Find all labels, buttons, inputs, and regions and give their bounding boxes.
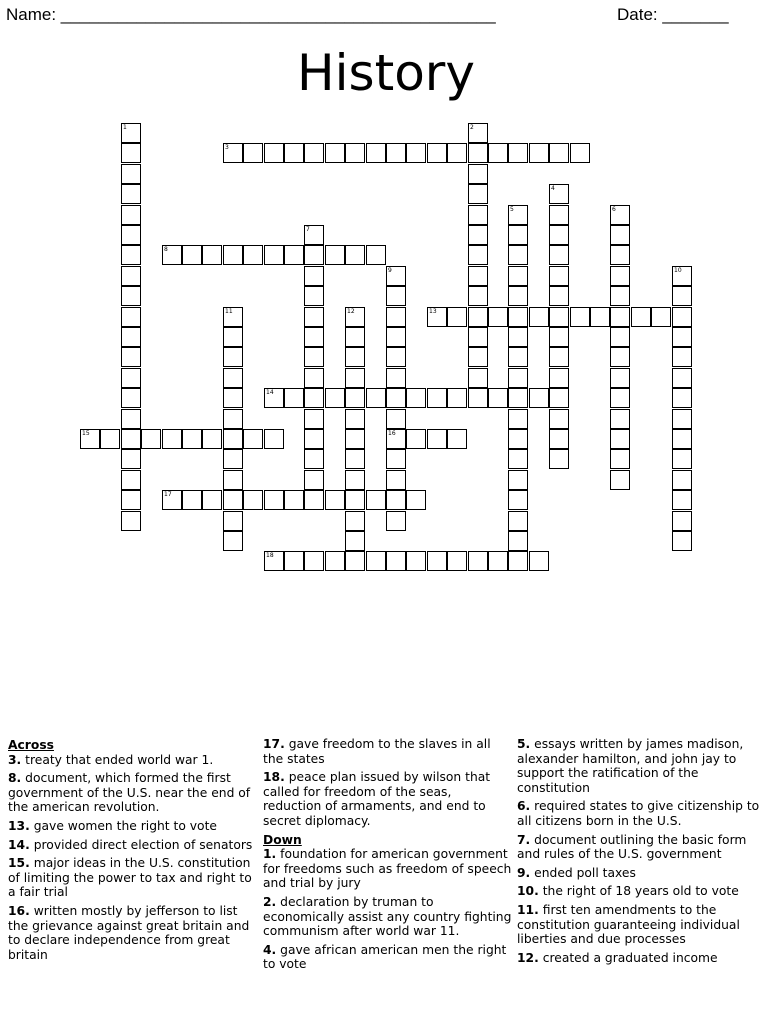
grid-cell[interactable]: [549, 388, 569, 408]
grid-cell[interactable]: [121, 449, 141, 469]
grid-cell[interactable]: [304, 429, 324, 449]
grid-cell[interactable]: [508, 511, 528, 531]
grid-cell[interactable]: [672, 286, 692, 306]
grid-cell[interactable]: [427, 388, 447, 408]
grid-cell[interactable]: [427, 143, 447, 163]
grid-cell[interactable]: [549, 409, 569, 429]
grid-cell[interactable]: [223, 531, 243, 551]
grid-cell[interactable]: [121, 205, 141, 225]
grid-cell[interactable]: [386, 143, 406, 163]
grid-cell[interactable]: [345, 245, 365, 265]
grid-cell[interactable]: [549, 307, 569, 327]
grid-cell[interactable]: [121, 225, 141, 245]
grid-cell[interactable]: [468, 245, 488, 265]
grid-cell[interactable]: [672, 266, 692, 286]
grid-cell[interactable]: [366, 490, 386, 510]
grid-cell[interactable]: [508, 388, 528, 408]
grid-cell[interactable]: [162, 429, 182, 449]
grid-cell[interactable]: [631, 307, 651, 327]
grid-cell[interactable]: [549, 368, 569, 388]
grid-cell[interactable]: [610, 245, 630, 265]
grid-cell[interactable]: [610, 470, 630, 490]
grid-cell[interactable]: [223, 245, 243, 265]
grid-cell[interactable]: [366, 551, 386, 571]
clue-number: 9: [388, 267, 392, 274]
grid-cell[interactable]: [549, 225, 569, 245]
grid-cell[interactable]: [468, 347, 488, 367]
clue-number: 4: [551, 185, 555, 192]
clue-number: 16: [388, 430, 396, 437]
grid-cell[interactable]: [386, 368, 406, 388]
clue-column-3: [517, 737, 769, 969]
grid-cell[interactable]: [366, 143, 386, 163]
grid-cell[interactable]: [141, 429, 161, 449]
clue-down-2: 2. declaration by truman to economically assist any country fighting communism after world war 11.: [263, 894, 512, 939]
clue-column-1: [8, 737, 260, 966]
grid-cell[interactable]: [264, 388, 284, 408]
grid-cell[interactable]: [610, 388, 630, 408]
grid-cell[interactable]: [304, 266, 324, 286]
grid-cell[interactable]: [386, 490, 406, 510]
grid-cell[interactable]: [202, 429, 222, 449]
page-title: History: [297, 44, 475, 102]
grid-cell[interactable]: [304, 449, 324, 469]
grid-cell[interactable]: [508, 327, 528, 347]
grid-cell[interactable]: [549, 245, 569, 265]
clue-across-14: 14. provided direct election of senators: [8, 837, 253, 852]
clue-down-12: 12. created a graduated income: [517, 950, 718, 965]
grid-cell[interactable]: [549, 327, 569, 347]
grid-cell[interactable]: [468, 143, 488, 163]
grid-cell[interactable]: [672, 368, 692, 388]
grid-cell[interactable]: [468, 266, 488, 286]
grid-cell[interactable]: [549, 184, 569, 204]
date-field-label: Date: _______: [617, 5, 729, 24]
grid-cell[interactable]: [264, 429, 284, 449]
grid-cell[interactable]: [386, 327, 406, 347]
grid-cell[interactable]: [121, 266, 141, 286]
grid-cell[interactable]: [508, 429, 528, 449]
grid-cell[interactable]: [386, 409, 406, 429]
grid-cell[interactable]: [304, 409, 324, 429]
grid-cell[interactable]: [386, 551, 406, 571]
grid-cell[interactable]: [508, 470, 528, 490]
grid-cell[interactable]: [672, 388, 692, 408]
grid-cell[interactable]: [345, 409, 365, 429]
grid-cell[interactable]: [223, 409, 243, 429]
grid-cell[interactable]: [468, 327, 488, 347]
grid-cell[interactable]: [243, 143, 263, 163]
grid-cell[interactable]: [304, 490, 324, 510]
grid-cell[interactable]: [304, 307, 324, 327]
grid-cell[interactable]: [304, 245, 324, 265]
grid-cell[interactable]: [427, 551, 447, 571]
clue-down-1: 1. foundation for american government for freedoms such as freedom of speech and trial by jury: [263, 847, 512, 891]
grid-cell[interactable]: [672, 511, 692, 531]
grid-cell[interactable]: [182, 490, 202, 510]
grid-cell[interactable]: [345, 490, 365, 510]
grid-cell[interactable]: [610, 368, 630, 388]
grid-cell[interactable]: [672, 470, 692, 490]
grid-cell[interactable]: [672, 429, 692, 449]
grid-cell[interactable]: [345, 307, 365, 327]
grid-cell[interactable]: [243, 429, 263, 449]
clue-number: 15: [82, 430, 90, 437]
grid-cell[interactable]: [570, 307, 590, 327]
grid-cell[interactable]: [610, 266, 630, 286]
grid-cell[interactable]: [488, 307, 508, 327]
grid-cell[interactable]: [508, 205, 528, 225]
grid-cell[interactable]: [304, 368, 324, 388]
grid-cell[interactable]: [223, 307, 243, 327]
grid-cell[interactable]: [610, 409, 630, 429]
grid-cell[interactable]: [223, 368, 243, 388]
clue-across-15: 15. major ideas in the U.S. constitution of limiting the power to tax and right to a fair trial: [8, 856, 252, 900]
grid-cell[interactable]: [223, 449, 243, 469]
grid-cell[interactable]: [304, 143, 324, 163]
grid-cell[interactable]: [468, 551, 488, 571]
grid-cell[interactable]: [386, 347, 406, 367]
grid-cell[interactable]: [488, 388, 508, 408]
grid-cell[interactable]: [284, 490, 304, 510]
down-heading: Down: [263, 832, 302, 847]
grid-cell[interactable]: [386, 307, 406, 327]
grid-cell[interactable]: [284, 143, 304, 163]
grid-cell[interactable]: [304, 225, 324, 245]
grid-cell[interactable]: [468, 307, 488, 327]
grid-cell[interactable]: [284, 551, 304, 571]
grid-cell[interactable]: [121, 368, 141, 388]
grid-cell[interactable]: [121, 511, 141, 531]
across-heading: Across: [8, 738, 54, 752]
grid-cell[interactable]: [304, 388, 324, 408]
grid-cell[interactable]: [610, 307, 630, 327]
grid-cell[interactable]: [325, 143, 345, 163]
clue-down-10: 10. the right of 18 years old to vote: [517, 884, 739, 899]
grid-cell[interactable]: [610, 327, 630, 347]
clue-down-9: 9. ended poll taxes: [517, 865, 636, 880]
grid-cell[interactable]: [345, 470, 365, 490]
grid-cell[interactable]: [223, 327, 243, 347]
grid-cell[interactable]: [284, 388, 304, 408]
grid-cell[interactable]: [121, 164, 141, 184]
clue-down-11: 11. first ten amendments to the constitution guaranteeing individual liberties and due processes: [517, 902, 740, 947]
grid-cell[interactable]: [508, 266, 528, 286]
grid-cell[interactable]: [386, 388, 406, 408]
grid-cell[interactable]: [121, 123, 141, 143]
grid-cell[interactable]: [325, 245, 345, 265]
grid-cell[interactable]: [182, 245, 202, 265]
grid-cell[interactable]: [447, 143, 467, 163]
clue-number: 11: [225, 308, 233, 315]
grid-cell[interactable]: [264, 490, 284, 510]
clue-down-4: 4. gave african american men the right to vote: [263, 942, 507, 972]
grid-cell[interactable]: [610, 449, 630, 469]
grid-cell[interactable]: [121, 490, 141, 510]
grid-cell[interactable]: [366, 388, 386, 408]
grid-cell[interactable]: [121, 184, 141, 204]
grid-cell[interactable]: [345, 143, 365, 163]
grid-cell[interactable]: [223, 143, 243, 163]
clue-number: 8: [164, 246, 168, 253]
clue-number: 7: [306, 226, 310, 233]
clue-number: 3: [225, 144, 229, 151]
grid-cell[interactable]: [223, 470, 243, 490]
grid-cell[interactable]: [427, 429, 447, 449]
grid-cell[interactable]: [406, 490, 426, 510]
grid-cell[interactable]: [345, 511, 365, 531]
grid-cell[interactable]: [488, 551, 508, 571]
grid-cell[interactable]: [447, 307, 467, 327]
grid-cell[interactable]: [243, 245, 263, 265]
grid-cell[interactable]: [284, 245, 304, 265]
grid-cell[interactable]: [549, 286, 569, 306]
clue-number: 2: [470, 124, 474, 131]
grid-cell[interactable]: [508, 449, 528, 469]
grid-cell[interactable]: [508, 368, 528, 388]
grid-cell[interactable]: [223, 490, 243, 510]
grid-cell[interactable]: [508, 286, 528, 306]
grid-cell[interactable]: [325, 551, 345, 571]
grid-cell[interactable]: [570, 143, 590, 163]
grid-cell[interactable]: [386, 511, 406, 531]
grid-cell[interactable]: [468, 368, 488, 388]
grid-cell[interactable]: [672, 327, 692, 347]
grid-cell[interactable]: [121, 143, 141, 163]
grid-cell[interactable]: [488, 143, 508, 163]
grid-cell[interactable]: [406, 551, 426, 571]
clue-across-18: 18. peace plan issued by wilson that called for freedom of the seas, reduction of armaments, and end to secret diplomacy.: [263, 770, 491, 828]
grid-cell[interactable]: [468, 286, 488, 306]
grid-cell[interactable]: [447, 429, 467, 449]
grid-cell[interactable]: [121, 429, 141, 449]
grid-cell[interactable]: [264, 143, 284, 163]
grid-cell[interactable]: [202, 245, 222, 265]
clue-number: 14: [266, 389, 274, 396]
grid-cell[interactable]: [508, 143, 528, 163]
grid-cell[interactable]: [427, 307, 447, 327]
clue-down-6: 6. required states to give citizenship to all citizens born in the U.S.: [517, 799, 760, 828]
grid-cell[interactable]: [468, 205, 488, 225]
grid-cell[interactable]: [672, 531, 692, 551]
grid-cell[interactable]: [223, 347, 243, 367]
grid-cell[interactable]: [508, 307, 528, 327]
grid-cell[interactable]: [386, 266, 406, 286]
grid-cell[interactable]: [610, 347, 630, 367]
grid-cell[interactable]: [223, 388, 243, 408]
clue-number: 18: [266, 552, 274, 559]
clue-down-7: 7. document outlining the basic form and rules of the U.S. government: [517, 832, 747, 862]
clue-column-2: [263, 737, 513, 976]
grid-cell[interactable]: [386, 429, 406, 449]
grid-cell[interactable]: [345, 347, 365, 367]
grid-cell[interactable]: [508, 409, 528, 429]
grid-cell[interactable]: [162, 490, 182, 510]
grid-cell[interactable]: [386, 286, 406, 306]
grid-cell[interactable]: [406, 388, 426, 408]
clue-number: 13: [429, 308, 437, 315]
grid-cell[interactable]: [672, 409, 692, 429]
grid-cell[interactable]: [121, 245, 141, 265]
grid-cell[interactable]: [121, 286, 141, 306]
grid-cell[interactable]: [304, 327, 324, 347]
grid-cell[interactable]: [345, 551, 365, 571]
grid-cell[interactable]: [100, 429, 120, 449]
grid-cell[interactable]: [549, 429, 569, 449]
grid-cell[interactable]: [304, 347, 324, 367]
grid-cell[interactable]: [447, 551, 467, 571]
clue-number: 12: [347, 308, 355, 315]
grid-cell[interactable]: [468, 123, 488, 143]
grid-cell[interactable]: [406, 143, 426, 163]
clue-number: 10: [674, 267, 682, 274]
grid-cell[interactable]: [345, 449, 365, 469]
grid-cell[interactable]: [672, 307, 692, 327]
grid-cell[interactable]: [447, 388, 467, 408]
grid-cell[interactable]: [182, 429, 202, 449]
clue-across-16: 16. written mostly by jefferson to list the grievance against great britain and to declare independence from great britain: [8, 903, 250, 962]
grid-cell[interactable]: [672, 347, 692, 367]
grid-cell[interactable]: [468, 184, 488, 204]
grid-cell[interactable]: [468, 225, 488, 245]
grid-cell[interactable]: [264, 551, 284, 571]
grid-cell[interactable]: [549, 266, 569, 286]
grid-cell[interactable]: [121, 307, 141, 327]
grid-cell[interactable]: [529, 143, 549, 163]
grid-cell[interactable]: [121, 327, 141, 347]
grid-cell[interactable]: [468, 388, 488, 408]
grid-cell[interactable]: [223, 511, 243, 531]
grid-cell[interactable]: [121, 409, 141, 429]
name-field-label: Name: ______________________________________________: [6, 5, 496, 24]
grid-cell[interactable]: [672, 449, 692, 469]
clue-number: 5: [510, 206, 514, 213]
grid-cell[interactable]: [549, 205, 569, 225]
grid-cell[interactable]: [325, 490, 345, 510]
grid-cell[interactable]: [508, 347, 528, 367]
grid-cell[interactable]: [549, 347, 569, 367]
grid-cell[interactable]: [325, 388, 345, 408]
grid-cell[interactable]: [304, 470, 324, 490]
grid-cell[interactable]: [243, 490, 263, 510]
grid-cell[interactable]: [549, 449, 569, 469]
grid-cell[interactable]: [508, 551, 528, 571]
grid-cell[interactable]: [590, 307, 610, 327]
grid-cell[interactable]: [80, 429, 100, 449]
grid-cell[interactable]: [672, 490, 692, 510]
grid-cell[interactable]: [529, 551, 549, 571]
clue-number: 1: [123, 124, 127, 131]
grid-cell[interactable]: [508, 490, 528, 510]
clue-across-13: 13. gave women the right to vote: [8, 818, 217, 833]
grid-cell[interactable]: [529, 307, 549, 327]
grid-cell[interactable]: [345, 531, 365, 551]
grid-cell[interactable]: [508, 225, 528, 245]
grid-cell[interactable]: [549, 143, 569, 163]
grid-cell[interactable]: [162, 245, 182, 265]
grid-cell[interactable]: [121, 347, 141, 367]
grid-cell[interactable]: [202, 490, 222, 510]
grid-cell[interactable]: [121, 470, 141, 490]
grid-cell[interactable]: [610, 225, 630, 245]
grid-cell[interactable]: [386, 470, 406, 490]
grid-cell[interactable]: [610, 286, 630, 306]
clue-number: 6: [612, 206, 616, 213]
grid-cell[interactable]: [264, 245, 284, 265]
grid-cell[interactable]: [223, 429, 243, 449]
grid-cell[interactable]: [406, 429, 426, 449]
grid-cell[interactable]: [529, 388, 549, 408]
grid-cell[interactable]: [345, 429, 365, 449]
grid-cell[interactable]: [508, 531, 528, 551]
grid-cell[interactable]: [610, 429, 630, 449]
grid-cell[interactable]: [610, 205, 630, 225]
grid-cell[interactable]: [366, 245, 386, 265]
clue-across-3: 3. treaty that ended world war 1.: [8, 752, 214, 767]
grid-cell[interactable]: [651, 307, 671, 327]
grid-cell[interactable]: [345, 368, 365, 388]
clue-across-17: 17. gave freedom to the slaves in all the states: [263, 737, 491, 766]
clue-down-5: 5. essays written by james madison, alexander hamilton, and john jay to support the ratification of the constitution: [517, 737, 744, 795]
grid-cell[interactable]: [468, 164, 488, 184]
grid-cell[interactable]: [386, 449, 406, 469]
clue-across-8: 8. document, which formed the first government of the U.S. near the end of the american revolution.: [8, 771, 251, 815]
grid-cell[interactable]: [508, 245, 528, 265]
clue-number: 17: [164, 491, 172, 498]
grid-cell[interactable]: [304, 286, 324, 306]
grid-cell[interactable]: [345, 327, 365, 347]
grid-cell[interactable]: [345, 388, 365, 408]
grid-cell[interactable]: [304, 551, 324, 571]
grid-cell[interactable]: [121, 388, 141, 408]
